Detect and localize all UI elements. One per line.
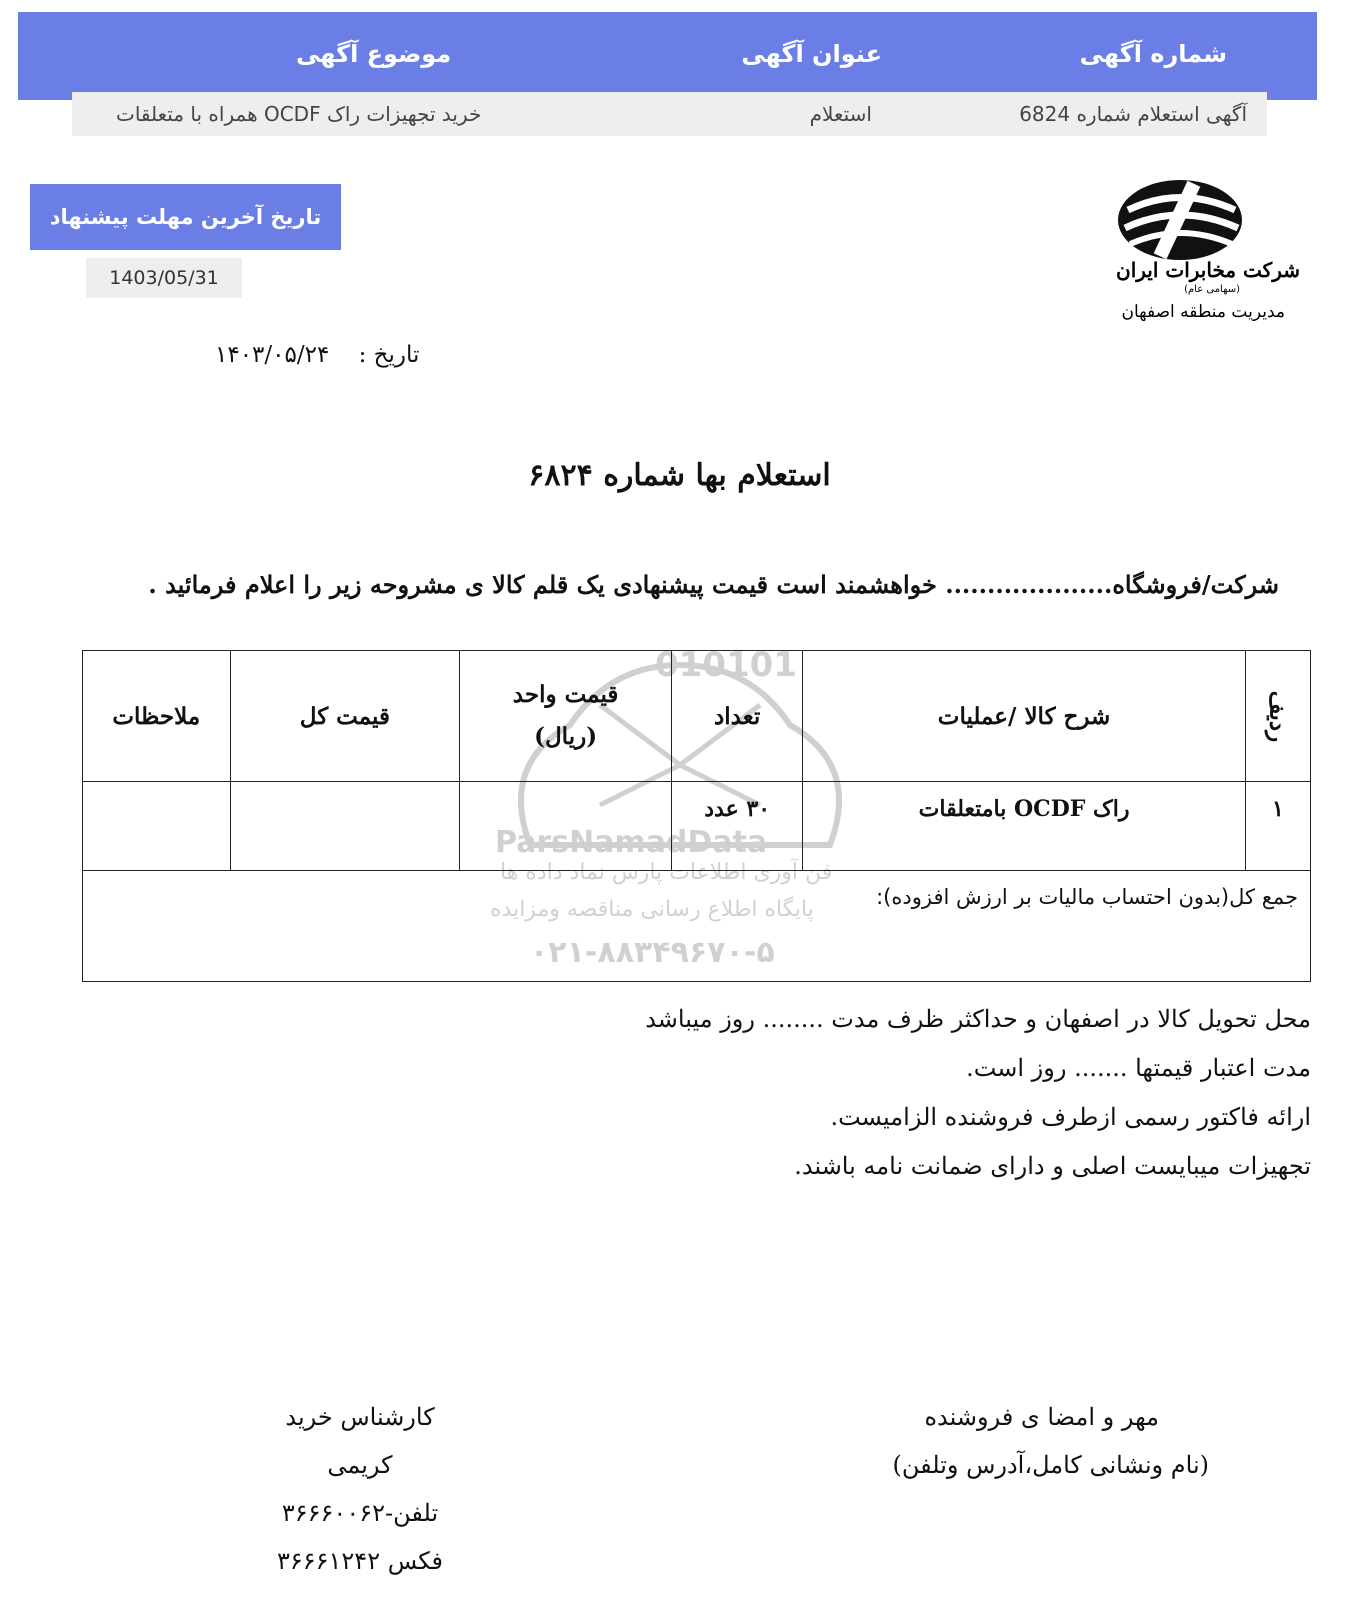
- company-logo: [1070, 180, 1310, 350]
- document-date: [215, 342, 419, 368]
- deadline-value: 1403/05/31: [86, 258, 242, 298]
- table-header-row: [83, 651, 1311, 782]
- logo-region: مدیریت منطقه اصفهان: [1121, 302, 1285, 322]
- cell-description: راک OCDF بامتعلقات: [803, 782, 1245, 871]
- watermark-binary: 010101: [655, 645, 797, 685]
- term-delivery: محل تحویل کالا در اصفهان و حداکثر ظرف مدت ........ روز میباشد: [645, 1005, 1311, 1033]
- notice-subject-value: خرید تجهیزات راک OCDF همراه با متعلقات: [116, 102, 482, 126]
- cell-unit-price[interactable]: [460, 782, 672, 871]
- cell-quantity: ۳۰ عدد: [671, 782, 802, 871]
- col-notes: ملاحظات: [83, 651, 231, 782]
- cell-notes[interactable]: [83, 782, 231, 871]
- col-total-price: قیمت کل: [230, 651, 460, 782]
- buyer-name: کریمی: [327, 1451, 393, 1479]
- col-description: شرح کالا /عملیات: [803, 651, 1245, 782]
- items-table: [82, 650, 1311, 982]
- table-row: [83, 782, 1311, 871]
- term-validity: مدت اعتبار قیمتها ....... روز است.: [966, 1054, 1311, 1082]
- buyer-fax: فکس ۳۶۶۶۱۲۴۲: [276, 1547, 444, 1575]
- logo-company-type: (سهامی عام): [1184, 284, 1240, 295]
- col-quantity: تعداد: [671, 651, 802, 782]
- notice-title-value: استعلام: [809, 102, 872, 126]
- header-notice-subject-label: موضوع آگهی: [296, 40, 452, 68]
- date-value: ۱۴۰۳/۰۵/۲۴: [215, 342, 330, 368]
- buyer-contact-block: [260, 1393, 460, 1585]
- watermark-line1: فن آوری اطلاعات پارس نماد داده ها: [500, 860, 833, 885]
- terms-list: [645, 995, 1311, 1191]
- cell-row: ۱: [1245, 782, 1310, 871]
- header-notice-title-label: عنوان آگهی: [741, 40, 882, 68]
- seller-details-label: (نام ونشانی کامل،آدرس وتلفن): [892, 1451, 1209, 1479]
- seller-stamp-label: مهر و امضا ی فروشنده: [924, 1403, 1159, 1431]
- deadline-label: تاریخ آخرین مهلت پیشنهاد: [30, 184, 341, 250]
- watermark-line2: پایگاه اطلاع رسانی مناقصه ومزایده: [490, 897, 814, 922]
- seller-signature-block: [892, 1393, 1209, 1489]
- request-text: شرکت/فروشگاه.................... خواهشمند است قیمت پیشنهادی یک قلم کالا ی مشروحه زیر را اعلام فرمائید .: [148, 570, 1279, 599]
- logo-company-name: شرکت مخابرات ایران: [1116, 258, 1300, 282]
- watermark-brand: ParsNamadData: [495, 825, 768, 860]
- unit-price-unit: (ریال): [534, 723, 598, 750]
- notice-info-row: [72, 92, 1267, 136]
- term-invoice: ارائه فاکتور رسمی ازطرف فروشنده الزامیست.: [830, 1103, 1311, 1131]
- total-label: جمع کل(بدون احتساب مالیات بر ارزش افزوده):: [83, 871, 1311, 982]
- unit-price-label: قیمت واحد: [512, 681, 619, 708]
- col-unit-price: [460, 651, 672, 782]
- header-notice-number-label: شماره آگهی: [1079, 40, 1227, 68]
- watermark-phone: ۰۲۱-۸۸۳۴۹۶۷۰-۵: [530, 935, 775, 970]
- date-label: تاریخ :: [358, 342, 420, 368]
- notice-number-value: آگهی استعلام شماره 6824: [1019, 102, 1247, 126]
- cell-total-price[interactable]: [230, 782, 460, 871]
- buyer-phone: تلفن-۳۶۶۶۰۰۶۲: [281, 1499, 439, 1527]
- buyer-role: کارشناس خرید: [285, 1403, 435, 1431]
- term-warranty: تجهیزات میبایست اصلی و دارای ضمانت نامه باشند.: [794, 1152, 1311, 1180]
- table-total-row: [83, 871, 1311, 982]
- notice-header-bar: [18, 12, 1317, 100]
- document-title: استعلام بها شماره ۶۸۲۴: [528, 458, 831, 493]
- col-row: ردیف: [1245, 651, 1310, 782]
